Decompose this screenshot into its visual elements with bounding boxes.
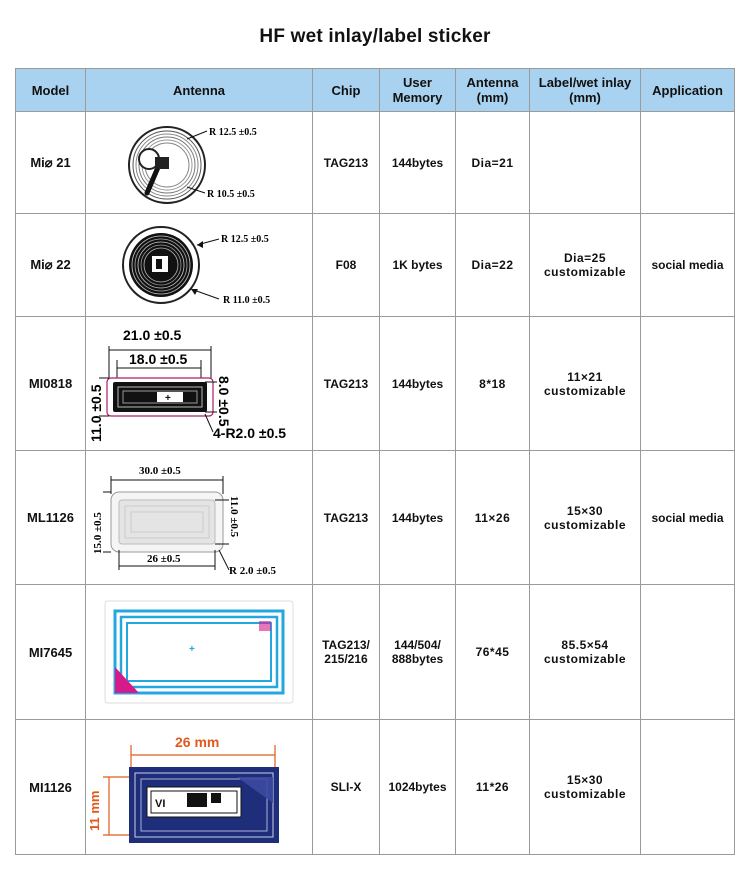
chip-cell: TAG213 [313, 112, 380, 214]
dim-label: 26 ±0.5 [147, 552, 181, 565]
chip-cell: TAG213/ 215/216 [313, 585, 380, 720]
memory-cell: 1K bytes [380, 214, 456, 317]
round-antenna-diagram [99, 217, 299, 313]
rect-antenna-diagram [87, 454, 311, 582]
header-application: Application [641, 69, 735, 112]
application-cell [641, 112, 735, 214]
model-cell: Mi⌀ 22 [16, 214, 86, 317]
svg-text:+: + [165, 392, 171, 404]
table-row [16, 585, 735, 720]
memory-cell: 144bytes [380, 317, 456, 451]
table-row [16, 317, 735, 451]
header-label-size: Label/wet inlay (mm) [530, 69, 641, 112]
dim-label: 30.0 ±0.5 [139, 464, 181, 477]
label-size-cell: 15×30 customizable [530, 451, 641, 585]
memory-cell: 1024bytes [380, 720, 456, 855]
dim-label: 21.0 ±0.5 [123, 326, 182, 343]
round-antenna-diagram [99, 115, 299, 211]
antenna-drawing-cell [86, 112, 313, 214]
antenna-drawing-cell [86, 317, 313, 451]
dim-label: 26 mm [175, 734, 220, 750]
model-cell: MI1126 [16, 720, 86, 855]
application-cell: social media [641, 451, 735, 585]
dim-label: R 11.0 ±0.5 [223, 295, 271, 306]
header-row [16, 69, 735, 112]
dim-label: R 12.5 ±0.5 [209, 126, 257, 138]
memory-cell: 144bytes [380, 451, 456, 585]
model-cell: ML1126 [16, 451, 86, 585]
svg-text:+: + [189, 644, 195, 655]
header-model: Model [16, 69, 86, 112]
antenna-drawing-cell [86, 451, 313, 585]
dim-label: 4-R2.0 ±0.5 [213, 424, 287, 441]
application-cell [641, 317, 735, 451]
label-size-cell [530, 112, 641, 214]
chip-cell: TAG213 [313, 317, 380, 451]
model-cell: MI7645 [16, 585, 86, 720]
memory-cell: 144/504/ 888bytes [380, 585, 456, 720]
antenna-size-cell: Dia=22 [456, 214, 530, 317]
dim-label: 18.0 ±0.5 [129, 350, 188, 367]
antenna-size-cell: 8*18 [456, 317, 530, 451]
antenna-size-cell: Dia=21 [456, 112, 530, 214]
dim-label: R 10.5 ±0.5 [207, 188, 255, 200]
header-antenna: Antenna [86, 69, 313, 112]
antenna-size-cell: 76*45 [456, 585, 530, 720]
dim-label: R 12.5 ±0.5 [221, 234, 269, 245]
antenna-size-cell: 11*26 [456, 720, 530, 855]
antenna-drawing-cell [86, 585, 313, 720]
header-antenna-size: Antenna (mm) [456, 69, 530, 112]
label-size-cell: Dia=25 customizable [530, 214, 641, 317]
application-cell [641, 720, 735, 855]
dim-label: 11 mm [87, 790, 102, 831]
application-cell: social media [641, 214, 735, 317]
chip-marking: VI [155, 798, 166, 810]
label-size-cell: 85.5×54 customizable [530, 585, 641, 720]
memory-cell: 144bytes [380, 112, 456, 214]
header-chip: Chip [313, 69, 380, 112]
antenna-drawing-cell [86, 720, 313, 855]
table-row [16, 720, 735, 855]
dim-label: R 2.0 ±0.5 [229, 564, 276, 577]
table-row [16, 451, 735, 585]
chip-cell: TAG213 [313, 451, 380, 585]
application-cell [641, 585, 735, 720]
model-cell: Mi⌀ 21 [16, 112, 86, 214]
chip-cell: F08 [313, 214, 380, 317]
label-size-cell: 15×30 customizable [530, 720, 641, 855]
dark-antenna-image [87, 723, 311, 851]
model-cell: MI0818 [16, 317, 86, 451]
antenna-drawing-cell [86, 214, 313, 317]
dim-label: 15.0 ±0.5 [92, 511, 104, 554]
table-row [16, 112, 735, 214]
blue-antenna-image [99, 597, 299, 707]
dim-label: 11.0 ±0.5 [88, 383, 104, 442]
dim-label: 8.0 ±0.5 [216, 375, 232, 426]
dim-label: 11.0 ±0.5 [228, 495, 240, 537]
table-row [16, 214, 735, 317]
chip-cell: SLI-X [313, 720, 380, 855]
rect-antenna-diagram [87, 320, 311, 448]
antenna-size-cell: 11×26 [456, 451, 530, 585]
label-size-cell: 11×21 customizable [530, 317, 641, 451]
page-title: HF wet inlay/label sticker [259, 26, 491, 47]
product-table [15, 68, 735, 855]
header-user-memory: User Memory [380, 69, 456, 112]
